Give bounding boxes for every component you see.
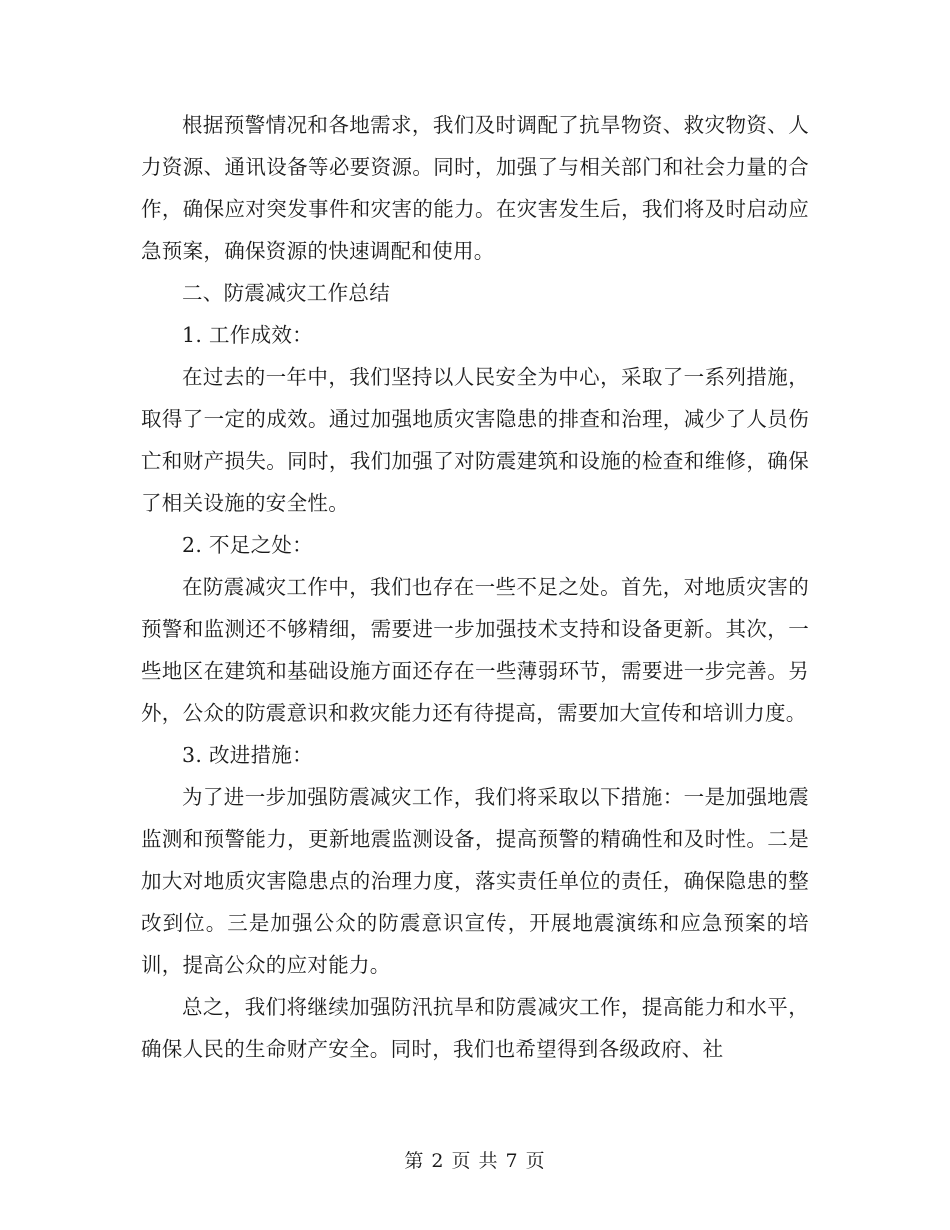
paragraph-improvements: 为了进一步加强防震减灾工作，我们将采取以下措施：一是加强地震监测和预警能力，更新地震监测设备，提高预警的精确性和及时性。二是加大对地质灾害隐患点的治理力度，落实责任单位的责任，确保隐患的整改到位。三是加强公众的防震意识宣传，开展地震演练和应急预案的培训，提高公众的应对能力。 xyxy=(141,785,809,977)
paragraph-shortcomings: 在防震减灾工作中，我们也存在一些不足之处。首先，对地质灾害的预警和监测还不够精细，需要进一步加强技术支持和设备更新。其次，一些地区在建筑和基础设施方面还存在一些薄弱环节，需要进一步完善。另外，公众的防震意识和救灾能力还有待提高，需要加大宣传和培训力度。 xyxy=(141,575,809,725)
page-number-footer: 第 2 页 共 7 页 xyxy=(404,1150,546,1172)
subheading-improvements: 3. 改进措施： xyxy=(182,743,313,767)
subheading-achievements: 1. 工作成效： xyxy=(182,323,313,347)
paragraph-conclusion: 总之，我们将继续加强防汛抗旱和防震减灾工作，提高能力和水平，确保人民的生命财产安全。同时，我们也希望得到各级政府、社 xyxy=(141,995,809,1061)
document-body xyxy=(141,104,809,1070)
section-heading-earthquake-summary: 二、防震减灾工作总结 xyxy=(182,281,390,305)
paragraph-resource-allocation: 根据预警情况和各地需求，我们及时调配了抗旱物资、救灾物资、人力资源、通讯设备等必要资源。同时，加强了与相关部门和社会力量的合作，确保应对突发事件和灾害的能力。在灾害发生后，我们将及时启动应急预案，确保资源的快速调配和使用。 xyxy=(141,113,809,263)
subheading-shortcomings: 2. 不足之处： xyxy=(182,533,313,557)
paragraph-achievements: 在过去的一年中，我们坚持以人民安全为中心，采取了一系列措施，取得了一定的成效。通过加强地质灾害隐患的排查和治理，减少了人员伤亡和财产损失。同时，我们加强了对防震建筑和设施的检查和维修，确保了相关设施的安全性。 xyxy=(141,365,809,515)
